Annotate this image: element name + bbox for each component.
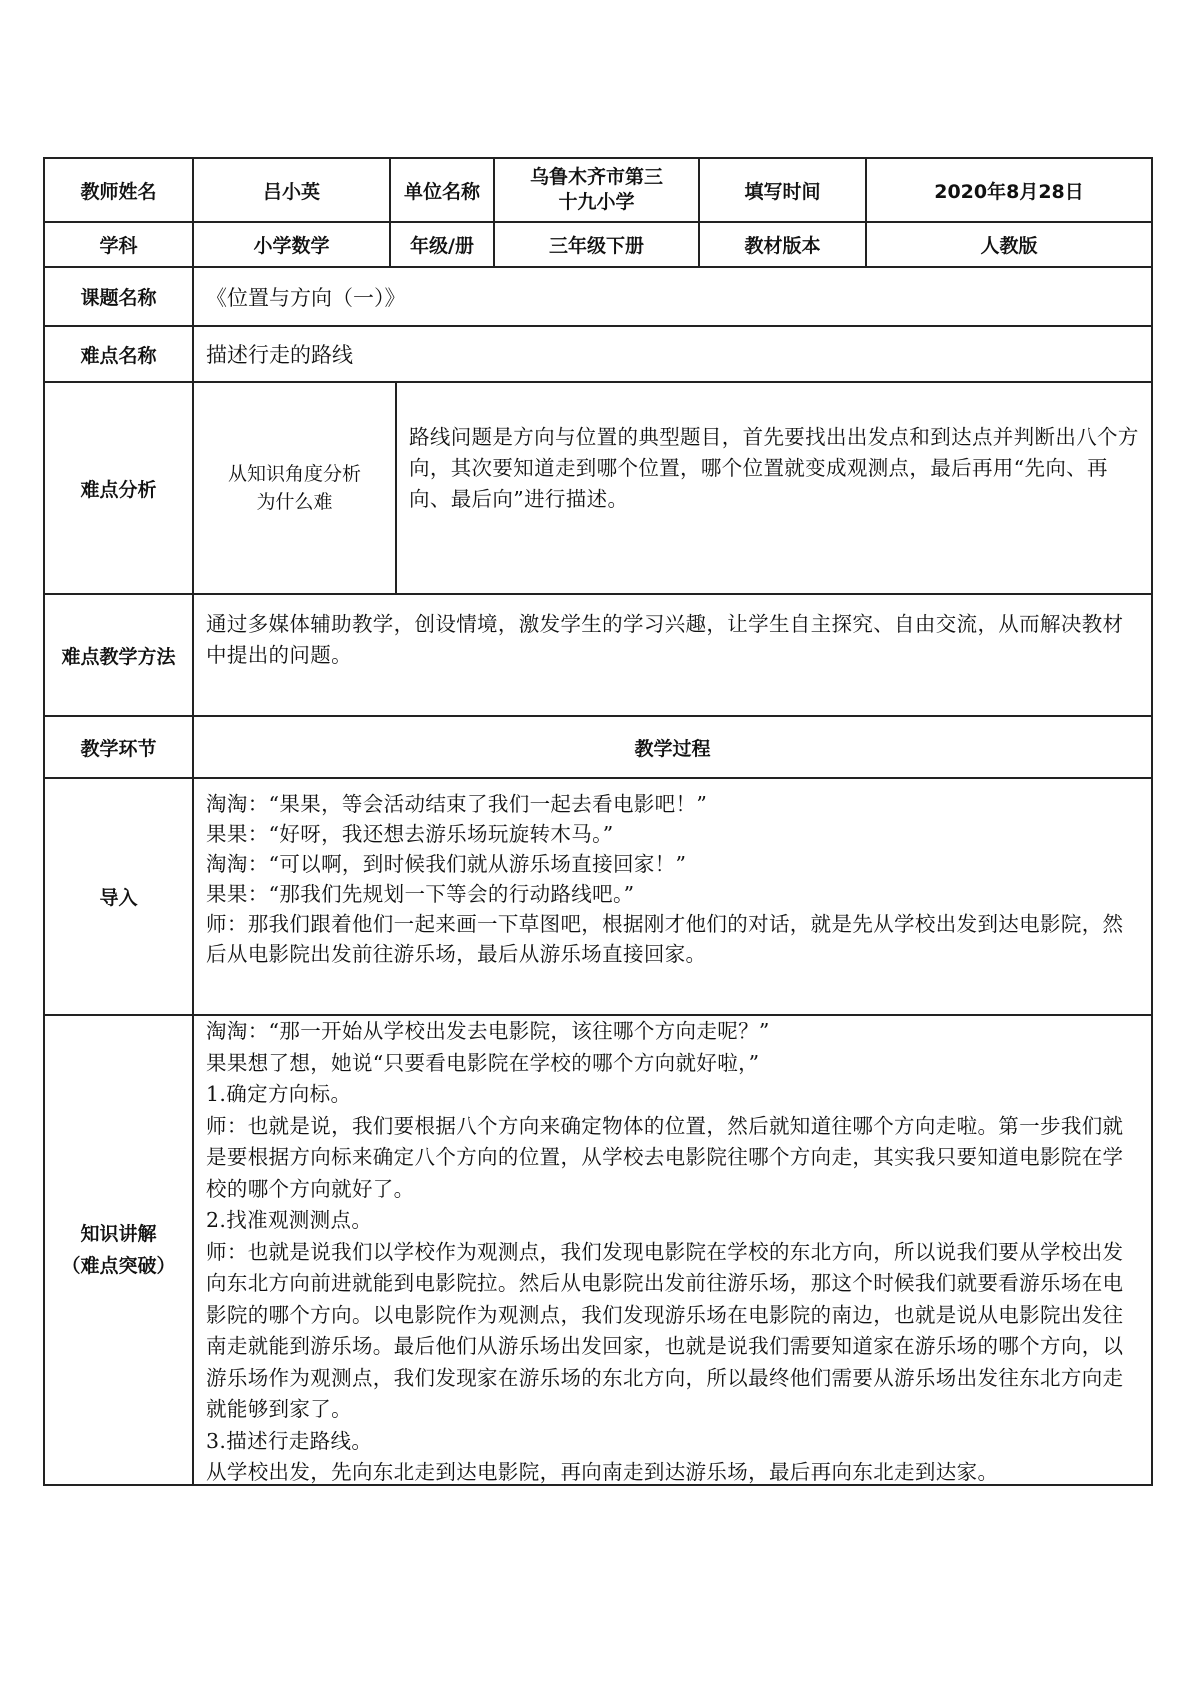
intro-line: 果果：“那我们先规划一下等会的行动路线吧。” xyxy=(206,882,635,906)
grade-label: 年级/册 xyxy=(410,235,474,257)
unit-name-value: 乌鲁木齐市第三十九小学 xyxy=(529,166,663,213)
knowledge-step-heading: 3.描述行走路线。 xyxy=(206,1428,373,1453)
method-paragraph: 通过多媒体辅助教学，创设情境，激发学生的学习兴趣，让学生自主探究、自由交流，从而解决教材中提出的问题。 xyxy=(206,612,1124,667)
knowledge-paragraph: 从学校出发，先向东北走到达电影院，再向南走到达游乐场，最后再向东北走到达家。 xyxy=(206,1460,999,1484)
subject-label: 学科 xyxy=(99,235,138,257)
knowledge-label xyxy=(45,1016,192,1484)
teacher-name-label: 教师姓名 xyxy=(80,180,157,203)
intro-line: 淘淘：“果果，等会活动结束了我们一起去看电影吧！” xyxy=(206,792,708,816)
knowledge-paragraph: 淘淘：“那一开始从学校出发去电影院，该往哪个方向走呢？” xyxy=(206,1019,770,1043)
knowledge-label-line1: 知识讲解 xyxy=(80,1223,157,1245)
knowledge-step-heading: 2.找准观测测点。 xyxy=(206,1208,373,1232)
intro-label: 导入 xyxy=(99,887,138,909)
topic-label: 课题名称 xyxy=(80,287,157,309)
knowledge-paragraph: 师：也就是说我们以学校作为观测点，我们发现电影院在学校的东北方向，所以说我们要从学校出发向东北方向前进就能到电影院拉。然后从电影院出发前往游乐场，那这个时候我们就要看游乐场在电影院的哪个方向。以电影院作为观测点，我们发现游乐场在电影院的南边，也就是说从电影院出发往南走就能到游乐场。最后他们从游乐场出发回家，也就是说我们需要知道家在游乐场的哪个方向，以游乐场作为观测点，我们发现家在游乐场的东北方向，所以最终他们需要从游乐场出发往东北方向走就能够到家了。 xyxy=(206,1239,1124,1421)
intro-line: 淘淘：“可以啊，到时候我们就从游乐场直接回家！” xyxy=(206,852,687,876)
knowledge-text xyxy=(194,1016,1151,1484)
knowledge-paragraph: 果果想了想，她说“只要看电影院在学校的哪个方向就好啦，” xyxy=(206,1050,760,1075)
unit-name-label: 单位名称 xyxy=(403,180,480,203)
fill-date-value: 2020年8月28日 xyxy=(934,180,1084,203)
textbook-edition-label: 教材版本 xyxy=(744,235,821,257)
topic-value: 《位置与方向（一）》 xyxy=(206,285,406,310)
fill-date-label: 填写时间 xyxy=(744,180,821,203)
textbook-edition-value: 人教版 xyxy=(980,235,1038,257)
analysis-angle-label: 从知识角度分析为什么难 xyxy=(227,463,361,513)
lesson-plan-table xyxy=(43,157,1153,1486)
analysis-text xyxy=(397,383,1151,593)
difficulty-name-value: 描述行走的路线 xyxy=(206,343,353,367)
intro-line: 师：那我们跟着他们一起来画一下草图吧，根据刚才他们的对话，就是先从学校出发到达电影院，然后从电影院出发前往游乐场，最后从游乐场直接回家。 xyxy=(206,912,1124,966)
intro-text xyxy=(194,779,1151,1014)
analysis-paragraph: 路线问题是方向与位置的典型题目，首先要找出出发点和到达点并判断出八个方向，其次要知道走到哪个位置，哪个位置就变成观测点，最后再用“先向、再向、最后向”进行描述。 xyxy=(409,424,1139,511)
teaching-process-title: 教学过程 xyxy=(634,737,711,760)
difficulty-analysis-label: 难点分析 xyxy=(80,478,157,501)
grade-value: 三年级下册 xyxy=(548,235,644,257)
teaching-method-text xyxy=(194,595,1151,715)
teaching-step-label: 教学环节 xyxy=(80,737,157,760)
knowledge-label-line2: （难点突破） xyxy=(61,1255,176,1277)
intro-line: 果果：“好呀，我还想去游乐场玩旋转木马。” xyxy=(206,822,614,846)
difficulty-name-label: 难点名称 xyxy=(80,344,157,367)
teacher-name-value: 吕小英 xyxy=(262,180,320,203)
subject-value: 小学数学 xyxy=(253,235,330,257)
teaching-method-label: 难点教学方法 xyxy=(61,645,176,668)
knowledge-step-heading: 1.确定方向标。 xyxy=(206,1082,352,1106)
knowledge-paragraph: 师：也就是说，我们要根据八个方向来确定物体的位置，然后就知道往哪个方向走啦。第一步我们就是要根据方向标来确定八个方向的位置，从学校去电影院往哪个方向走，其实我只要知道电影院在学校的哪个方向就好了。 xyxy=(206,1113,1124,1201)
